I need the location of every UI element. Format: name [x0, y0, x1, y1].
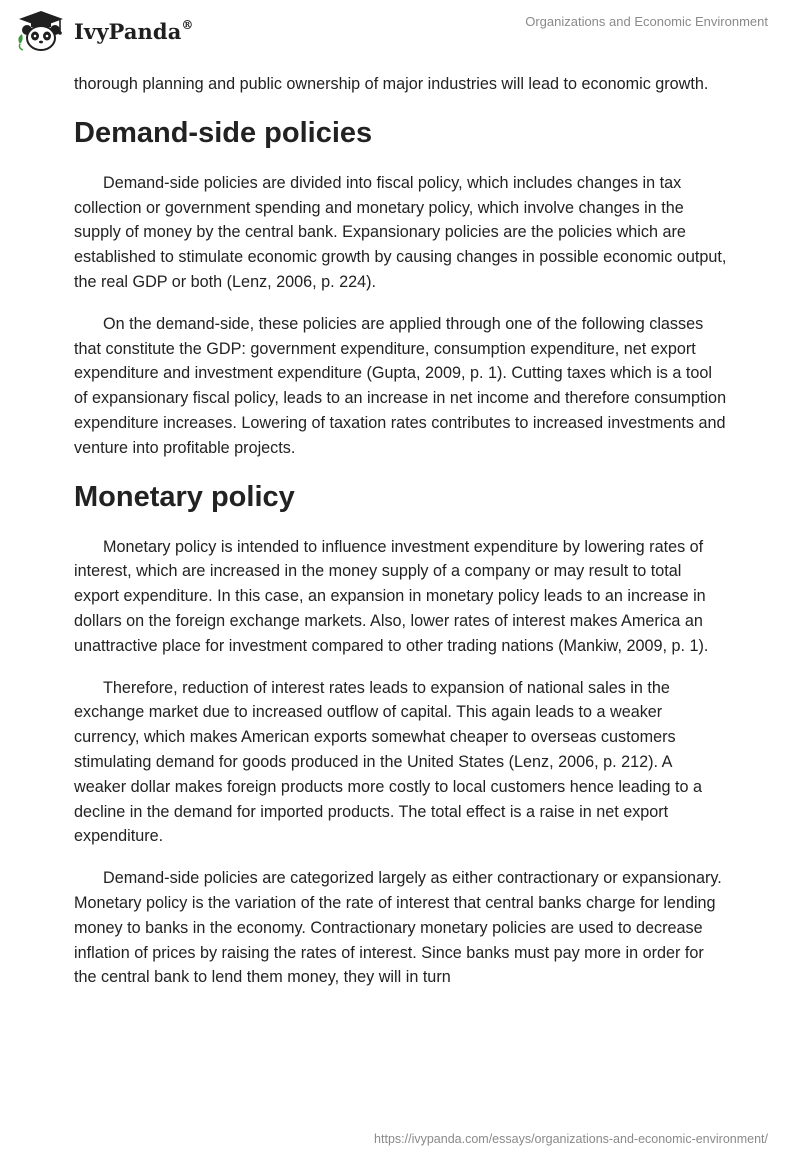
paragraph: Demand-side policies are divided into fiscal policy, which includes changes in tax collection or government spending and monetary policy, which involve changes in the supply of money by the central bank. Expansionary policies are the policies which are established to stimulate economic growth by causing changes in possible economic output, the real GDP or both (Lenz, 2006, p. 224).: [74, 173, 727, 291]
logo[interactable]: [14, 10, 194, 52]
document-title: Organizations and Economic Environment: [525, 14, 768, 29]
panda-graduate-icon: [14, 10, 68, 52]
essay-body: [74, 72, 728, 1007]
paragraph: On the demand-side, these policies are applied through one of the following classes that constitute the GDP: government expenditure, consumption expenditure, net export expenditure and investment expenditure (Gupta, 2009, p. 1). Cutting taxes which is a tool of expansionary fiscal policy, leads to an increase in net income and therefore consumption expenditure increases. Lowering of taxation rates contributes to increased investments and venture into profitable projects.: [74, 314, 727, 457]
section-heading-demand-side: Demand-side policies: [74, 116, 373, 149]
source-url[interactable]: https://ivypanda.com/essays/organizations-and-economic-environment/: [374, 1132, 768, 1146]
brand-name: IvyPanda®: [74, 17, 194, 44]
paragraph: Therefore, reduction of interest rates leads to expansion of national sales in the exchange market due to increased outflow of capital. This again leads to a weaker currency, which makes American exports somewhat cheaper to overseas customers stimulating demand for goods produced in the United States (Lenz, 2006, p. 212). A weaker dollar makes foreign products more costly to local customers hence leading to a decline in the demand for imported products. The total effect is a raise in net export expenditure.: [74, 678, 703, 846]
section-heading-monetary-policy: Monetary policy: [74, 480, 295, 513]
paragraph: Demand-side policies are categorized largely as either contractionary or expansionary. Monetary policy is the variation of the rate of interest that central banks charge for lending money to banks in the economy. Contractionary monetary policies are used to decrease inflation of prices by raising the rates of interest. Since banks must pay more in order for the central bank to lend them money, they will in turn: [74, 869, 722, 987]
registered-mark: ®: [181, 17, 194, 32]
paragraph: Monetary policy is intended to influence investment expenditure by lowering rates of interest, which are increased in the money supply of a company or may result to total export expenditure. In this case, an expansion in monetary policy leads to an increase in dollars on the foreign exchange markets. Also, lower rates of interest makes America an unattractive place for investment compared to other trading nations (Mankiw, 2009, p. 1).: [74, 537, 709, 655]
intro-continuation-paragraph: thorough planning and public ownership of major industries will lead to economic growth.: [74, 75, 709, 93]
page-header: [0, 0, 800, 70]
